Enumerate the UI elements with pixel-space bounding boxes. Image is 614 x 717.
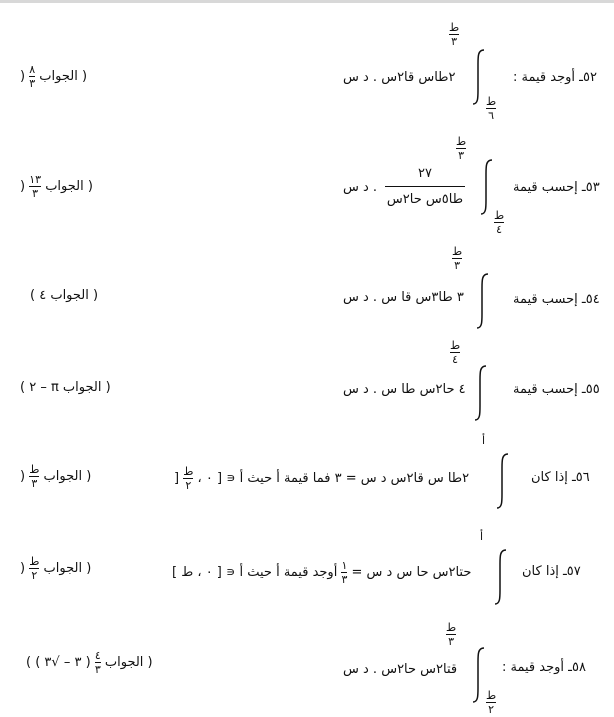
fraction-bar xyxy=(385,186,465,187)
instruction-text: إذا كان xyxy=(522,564,559,579)
integrand: ٤ حا٢س طا س . د س xyxy=(343,382,466,397)
integrand-numerator: ٢٧ xyxy=(418,166,432,181)
integral-sign-icon xyxy=(476,272,490,330)
instruction-text: إحسب قيمة xyxy=(513,292,578,307)
integrand-line xyxy=(174,466,469,491)
integrand-end: أوجد قيمة أ حيث أ ∊ [ ٠ ، ط ] xyxy=(172,565,338,580)
answer-fraction: $\frac{١٣}{٣}$ xyxy=(29,173,42,200)
answer-fraction: $\frac{\text{ط}}{٢}$ xyxy=(29,555,40,582)
upper-limit: أ xyxy=(480,530,484,543)
upper-limit: $\frac{\text{ط}}{٣}$ xyxy=(446,621,457,648)
problem-number: ٥٨ـ xyxy=(568,660,586,675)
problem-number: ٥٥ـ xyxy=(581,382,600,397)
lower-limit: $\frac{\text{ط}}{٢}$ xyxy=(486,689,497,716)
problem-instruction xyxy=(513,180,600,195)
answer: ) $\frac{٨}{٣}$ ( الجواب xyxy=(20,63,88,90)
upper-limit: $\frac{\text{ط}}{٤}$ xyxy=(450,339,461,366)
integrand: قتا٢س حا٢س . د س xyxy=(343,662,458,677)
answer: ( الجواب π – ٢ ) xyxy=(20,380,111,395)
answer: ) $\frac{١٣}{٣}$ ( الجواب xyxy=(20,173,93,200)
upper-limit: $\frac{\text{ط}}{٣}$ xyxy=(452,245,463,272)
problem-instruction xyxy=(513,292,600,307)
answer-fraction: $\frac{\text{ط}}{٣}$ xyxy=(29,463,40,490)
integral-sign-icon xyxy=(472,48,486,106)
integrand-start: حتا٢س حا س د س = xyxy=(351,565,472,580)
instruction-text: أوجد قيمة : xyxy=(513,70,576,85)
instruction-text: أوجد قيمة : xyxy=(502,660,565,675)
integrand-denominator: طا٥س حا٢س xyxy=(386,192,464,207)
integral-sign-icon xyxy=(494,548,508,606)
integral-sign-icon xyxy=(474,364,488,422)
upper-limit: أ xyxy=(482,434,486,447)
integral-sign-icon xyxy=(480,158,494,216)
integrand-line xyxy=(172,560,471,585)
problem-instruction xyxy=(513,382,600,397)
given-value: $\frac{١}{٣}$ xyxy=(341,559,348,586)
answer: ) $\frac{\text{ط}}{٢}$ ( الجواب xyxy=(20,555,92,582)
upper-limit: $\frac{\text{ط}}{٣}$ xyxy=(449,21,460,48)
integrand: ٢طا س قا٢س د س = ٣ فما قيمة أ حيث أ ∊ [ ٠ ، xyxy=(197,471,470,486)
scan-top-edge xyxy=(0,0,614,3)
problem-instruction xyxy=(531,470,590,485)
problem-number: ٥٣ـ xyxy=(581,180,600,195)
instruction-text: إحسب قيمة xyxy=(513,180,578,195)
problem-number: ٥٧ـ xyxy=(562,564,581,579)
interval-close: ] xyxy=(174,471,180,486)
upper-limit: $\frac{\text{ط}}{٣}$ xyxy=(456,135,467,162)
problem-number: ٥٢ـ xyxy=(579,70,597,85)
answer-fraction: $\frac{٤}{٣}$ xyxy=(94,649,101,676)
lower-limit: $\frac{\text{ط}}{٦}$ xyxy=(486,95,497,122)
lower-limit: $\frac{\text{ط}}{٤}$ xyxy=(494,209,505,236)
interval-end: $\frac{\text{ط}}{٢}$ xyxy=(183,465,194,492)
answer: ) $\frac{\text{ط}}{٣}$ ( الجواب xyxy=(20,463,92,490)
integral-sign-icon xyxy=(472,646,486,704)
integral-sign-icon xyxy=(496,452,510,510)
instruction-text: إذا كان xyxy=(531,470,568,485)
problem-instruction xyxy=(513,70,597,85)
integrand: ٢طاس قا٢س . د س xyxy=(343,70,456,85)
problem-instruction xyxy=(502,660,586,675)
problem-number: ٥٦ـ xyxy=(571,470,590,485)
problem-number: ٥٤ـ xyxy=(581,292,600,307)
integrand-tail: . د س xyxy=(343,180,378,195)
answer: ( ٣ – √٣ ) ) $\frac{٤}{٣}$ ( الجواب xyxy=(26,649,153,676)
integrand: ٣ طا٣س قا س . د س xyxy=(343,290,464,305)
problem-instruction xyxy=(522,564,581,579)
answer-tail: ( ٣ – √٣ ) ) xyxy=(26,655,91,670)
answer: ( الجواب ٤ ) xyxy=(30,288,99,303)
answer-fraction: $\frac{٨}{٣}$ xyxy=(29,63,36,90)
instruction-text: إحسب قيمة xyxy=(513,382,578,397)
